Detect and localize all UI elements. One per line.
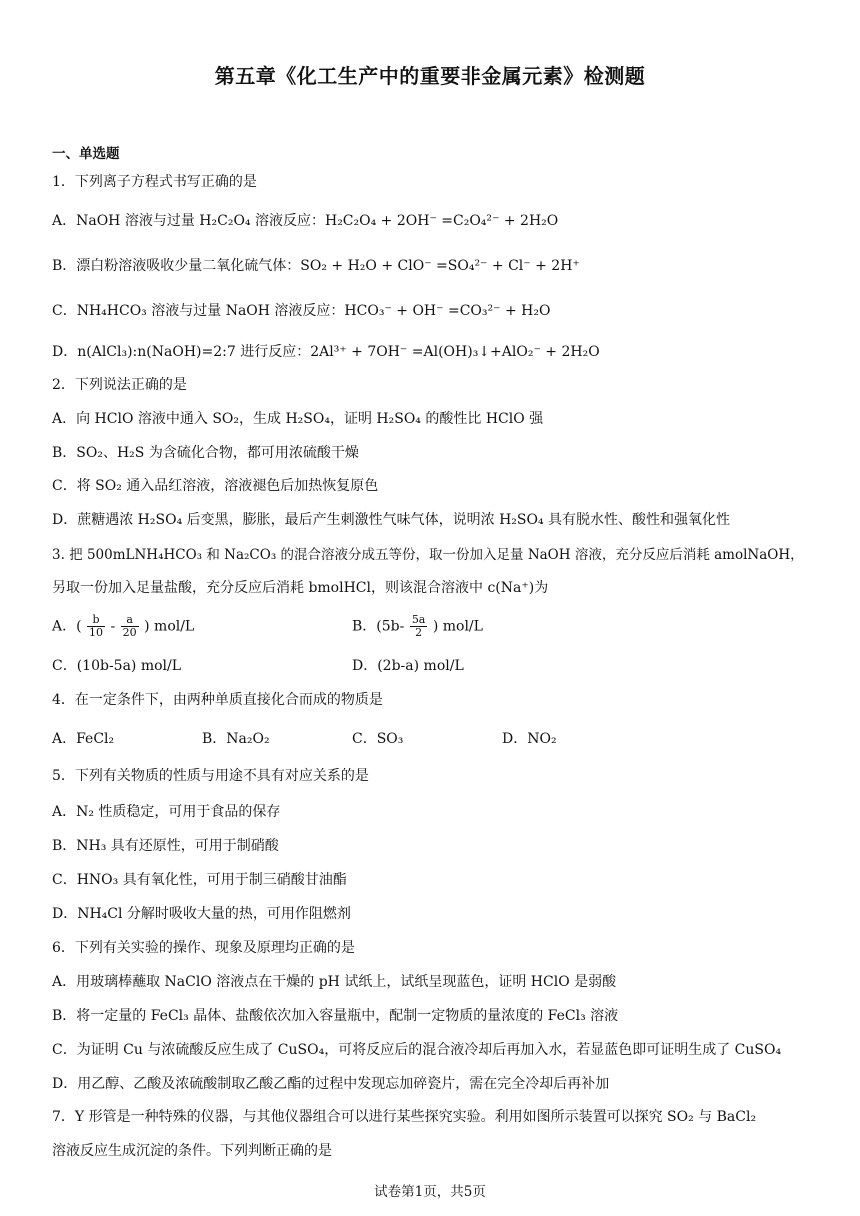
numerator: 5a bbox=[411, 613, 426, 626]
q5-option-c: C．HNO₃ 具有氧化性，可用于制三硝酸甘油酯 bbox=[52, 872, 347, 888]
q1-option-d: D．n(AlCl₃):n(NaOH)=2:7 进行反应：2Al³⁺ + 7OH⁻ =Al(OH)₃↓+AlO₂⁻ + 2H₂O bbox=[52, 344, 600, 360]
q1-stem: 1．下列离子方程式书写正确的是 bbox=[52, 174, 257, 190]
q6-option-d: D．用乙醇、乙酸及浓硫酸制取乙酸乙酯的过程中发现忘加碎瓷片，需在完全冷却后再补加 bbox=[52, 1076, 610, 1092]
q3-a-suffix: ) mol/L bbox=[144, 618, 195, 635]
q1-option-b: B．漂白粉溶液吸收少量二氧化硫气体：SO₂ + H₂O + ClO⁻ =SO₄²⁻ + Cl⁻ + 2H⁺ bbox=[52, 258, 580, 274]
page-title: 第五章《化工生产中的重要非金属元素》检测题 bbox=[214, 64, 646, 88]
q7-stem-line1: 7．Y 形管是一种特殊的仪器，与其他仪器组合可以进行某些探究实验。利用如图所示装置可以探究 SO₂ 与 BaCl₂ bbox=[52, 1109, 757, 1125]
q4-stem: 4．在一定条件下，由两种单质直接化合而成的物质是 bbox=[52, 692, 383, 708]
numerator: a bbox=[121, 614, 139, 627]
section-heading: 一、单选题 bbox=[52, 146, 120, 162]
q7-stem-line2: 溶液反应生成沉淀的条件。下列判断正确的是 bbox=[52, 1143, 332, 1159]
q3-b-suffix: ) mol/L bbox=[432, 618, 483, 635]
q6-option-a: A．用玻璃棒蘸取 NaClO 溶液点在干燥的 pH 试纸上，试纸呈现蓝色，证明 HClO 是弱酸 bbox=[52, 974, 617, 990]
q3-a-prefix: A．( bbox=[52, 618, 82, 635]
q6-option-b: B．将一定量的 FeCl₃ 晶体、盐酸依次加入容量瓶中，配制一定物质的量浓度的 FeCl₃ 溶液 bbox=[52, 1008, 619, 1024]
q4-option-c: C．SO₃ bbox=[352, 731, 404, 747]
q5-option-d: D．NH₄Cl 分解时吸收大量的热，可用作阻燃剂 bbox=[52, 906, 351, 922]
q1-option-c: C．NH₄HCO₃ 溶液与过量 NaOH 溶液反应：HCO₃⁻ + OH⁻ =CO₃²⁻ + H₂O bbox=[52, 303, 551, 319]
q2-option-a: A．向 HClO 溶液中通入 SO₂，生成 H₂SO₄，证明 H₂SO₄ 的酸性比 HClO 强 bbox=[52, 411, 544, 427]
q3-stem-line2: 另取一份加入足量盐酸，充分反应后消耗 bmolHCl，则该混合溶液中 c(Na⁺)为 bbox=[52, 580, 549, 596]
q2-option-c: C．将 SO₂ 通入品红溶液，溶液褪色后加热恢复原色 bbox=[52, 478, 379, 494]
q3-option-b bbox=[352, 614, 483, 639]
q4-option-a: A．FeCl₂ bbox=[52, 731, 115, 747]
denominator: 2 bbox=[415, 626, 423, 639]
q3-stem-line1: 3. 把 500mLNH₄HCO₃ 和 Na₂CO₃ 的混合溶液分成五等份，取一份加入足量 NaOH 溶液，充分反应后消耗 amolNaOH， bbox=[52, 547, 804, 563]
page-footer: 试卷第1页，共5页 bbox=[374, 1184, 486, 1200]
q6-stem: 6．下列有关实验的操作、现象及原理均正确的是 bbox=[52, 940, 355, 956]
minus-sign: - bbox=[110, 618, 116, 635]
q3-option-a bbox=[52, 614, 194, 639]
q3-option-d: D．(2b-a) mol/L bbox=[352, 658, 464, 674]
numerator: b bbox=[87, 614, 105, 627]
q1-option-a: A．NaOH 溶液与过量 H₂C₂O₄ 溶液反应：H₂C₂O₄ + 2OH⁻ =C₂O₄²⁻ + 2H₂O bbox=[52, 213, 559, 229]
q5-option-a: A．N₂ 性质稳定，可用于食品的保存 bbox=[52, 804, 281, 820]
denominator: 10 bbox=[89, 626, 104, 639]
fraction-a-over-20 bbox=[121, 614, 139, 639]
q4-option-b: B．Na₂O₂ bbox=[202, 731, 270, 747]
denominator: 20 bbox=[122, 626, 137, 639]
fraction-b-over-10 bbox=[87, 614, 105, 639]
q2-option-b: B．SO₂、H₂S 为含硫化合物，都可用浓硫酸干燥 bbox=[52, 445, 359, 461]
q6-option-c: C．为证明 Cu 与浓硫酸反应生成了 CuSO₄，可将反应后的混合液冷却后再加入水，若显蓝色即可证明生成了 CuSO₄ bbox=[52, 1042, 782, 1058]
q5-option-b: B．NH₃ 具有还原性，可用于制硝酸 bbox=[52, 838, 279, 854]
fraction-5a-over-2 bbox=[410, 614, 428, 639]
q3-b-prefix: B．(5b- bbox=[352, 618, 405, 635]
q4-option-d: D．NO₂ bbox=[502, 731, 557, 747]
q2-option-d: D．蔗糖遇浓 H₂SO₄ 后变黑，膨胀，最后产生刺激性气味气体，说明浓 H₂SO₄ 具有脱水性、酸性和强氧化性 bbox=[52, 512, 731, 528]
q3-option-c: C．(10b-5a) mol/L bbox=[52, 658, 182, 674]
q5-stem: 5．下列有关物质的性质与用途不具有对应关系的是 bbox=[52, 768, 369, 784]
q2-stem: 2．下列说法正确的是 bbox=[52, 377, 187, 393]
